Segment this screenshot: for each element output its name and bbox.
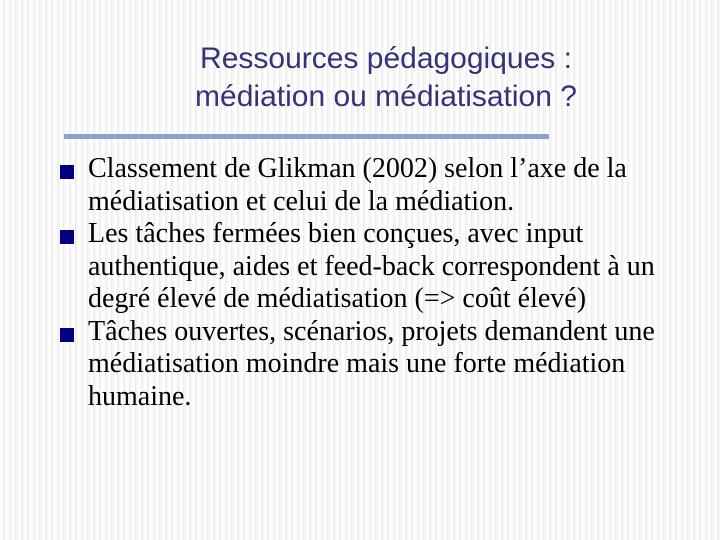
title-line-2: médiation ou médiatisation ?	[195, 80, 577, 113]
square-bullet-icon	[60, 165, 74, 179]
bullet-item-taches-ouvertes	[60, 316, 710, 414]
bullet-text: Classement de Glikman (2002) selon l’axe de la médiatisation et celui de la médiation.	[88, 153, 627, 217]
title-underline-rule	[64, 134, 549, 139]
bullet-list	[60, 153, 710, 413]
bullet-text: Les tâches fermées bien conçues, avec input authentique, aides et feed-back correspondent à un degré élevé de médiatisation (=> coût élevé)	[88, 218, 655, 314]
slide-title	[78, 40, 694, 116]
bullet-text: Tâches ouvertes, scénarios, projets demandent une médiatisation moindre mais une forte médiation humaine.	[88, 315, 655, 412]
title-line-1: Ressources pédagogiques :	[200, 42, 572, 75]
square-bullet-icon	[60, 328, 74, 342]
bullet-item-taches-fermees	[60, 218, 710, 316]
square-bullet-icon	[60, 230, 74, 244]
bullet-item-glikman	[60, 153, 710, 218]
